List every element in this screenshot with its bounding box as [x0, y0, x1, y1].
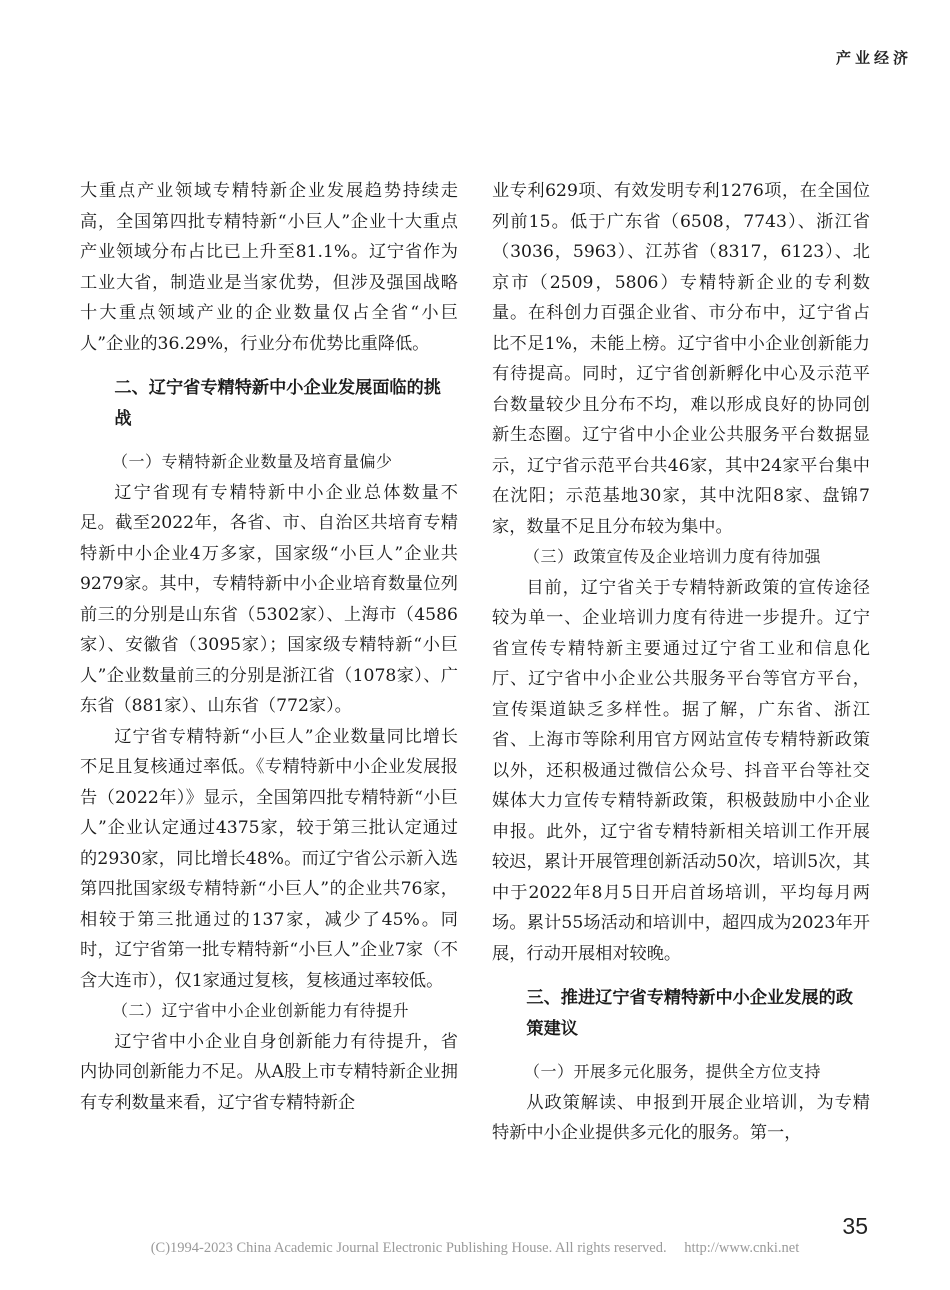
paragraph: 辽宁省现有专精特新中小企业总体数量不足。截至2022年，各省、市、自治区共培育专精特新中小企业4万多家，国家级“小巨人”企业共9279家。其中，专精特新中小企业培育数量位列前三的分别是山东省（5302家）、上海市（4586家）、安徽省（3095家）；国家级专精特新“小巨人”企业数量前三的分别是浙江省（1078家）、广东省（881家）、山东省（772家）。: [80, 482, 458, 716]
paragraph: 目前，辽宁省关于专精特新政策的宣传途径较为单一、企业培训力度有待进一步提升。辽宁省宣传专精特新主要通过辽宁省工业和信息化厅、辽宁省中小企业公共服务平台等官方平台，宣传渠道缺乏多样性。据了解，广东省、浙江省、上海市等除利用官方网站宣传专精特新政策以外，还积极通过微信公众号、抖音平台等社交媒体大力宣传专精特新政策，积极鼓励中小企业申报。此外，辽宁省专精特新相关培训工作开展较迟，累计开展管理创新活动50次，培训5次，其中于2022年8月5日开启首场培训，平均每月两场。累计55场活动和培训中，超四成为2023年开展，行动开展相对较晚。: [492, 577, 870, 964]
paragraph: 辽宁省中小企业自身创新能力有待提升，省内协同创新能力不足。从A股上市专精特新企业拥有专利数量来看，辽宁省专精特新企: [80, 1031, 458, 1113]
subsection-heading: （一）开展多元化服务，提供全方位支持: [524, 1062, 822, 1081]
copyright-footer: [0, 1240, 950, 1257]
section-heading: 三、推进辽宁省专精特新中小企业发展的政策建议: [526, 988, 853, 1039]
paragraph: 大重点产业领域专精特新企业发展趋势持续走高，全国第四批专精特新“小巨人”企业十大重点产业领域分布占比已上升至81.1%。辽宁省作为工业大省，制造业是当家优势，但涉及强国战略十大重点领域产业的企业数量仅占全省“小巨人”企业的36.29%，行业分布优势比重降低。: [80, 181, 458, 354]
paragraph: 从政策解读、申报到开展企业培训，为专精特新中小企业提供多元化的服务。第一，: [492, 1092, 870, 1143]
paragraph: 辽宁省专精特新“小巨人”企业数量同比增长不足且复核通过率低。《专精特新中小企业发展报告（2022年）》显示，全国第四批专精特新“小巨人”企业认定通过4375家，较于第三批认定通过的2930家，同比增长48%。而辽宁省公示新入选第四批国家级专精特新“小巨人”的企业共76家，相较于第三批通过的137家，减少了45%。同时，辽宁省第一批专精特新“小巨人”企业7家（不含大连市），仅1家通过复核，复核通过率较低。: [80, 726, 458, 991]
left-column: [80, 176, 458, 1118]
paragraph: 业专利629项、有效发明专利1276项，在全国位列前15。低于广东省（6508，7743）、浙江省（3036，5963）、江苏省（8317，6123）、北京市（2509，5806）专精特新企业的专利数量。在科创力百强企业省、市分布中，辽宁省占比不足1%，未能上榜。辽宁省中小企业创新能力有待提高。同时，辽宁省创新孵化中心及示范平台数量较少且分布不均，难以形成良好的协同创新生态圈。辽宁省中小企业公共服务平台数据显示，辽宁省示范平台共46家，其中24家平台集中在沈阳；示范基地30家，其中沈阳8家、盘锦7家，数量不足且分布较为集中。: [492, 181, 870, 537]
subsection-heading: （一）专精特新企业数量及培育量偏少: [112, 452, 393, 471]
subsection-heading: （三）政策宣传及企业培训力度有待加强: [524, 547, 822, 566]
footer-url-link[interactable]: http://www.cnki.net: [684, 1240, 800, 1256]
section-heading: 二、辽宁省专精特新中小企业发展面临的挑战: [114, 378, 441, 429]
subsection-heading: （二）辽宁省中小企业创新能力有待提升: [112, 1001, 410, 1020]
copyright-text: (C)1994-2023 China Academic Journal Electronic Publishing House. All rights reserved.: [150, 1240, 667, 1256]
page-number: 35: [842, 1213, 868, 1239]
section-header: 产业经济: [835, 49, 912, 67]
right-column: [492, 176, 870, 1149]
